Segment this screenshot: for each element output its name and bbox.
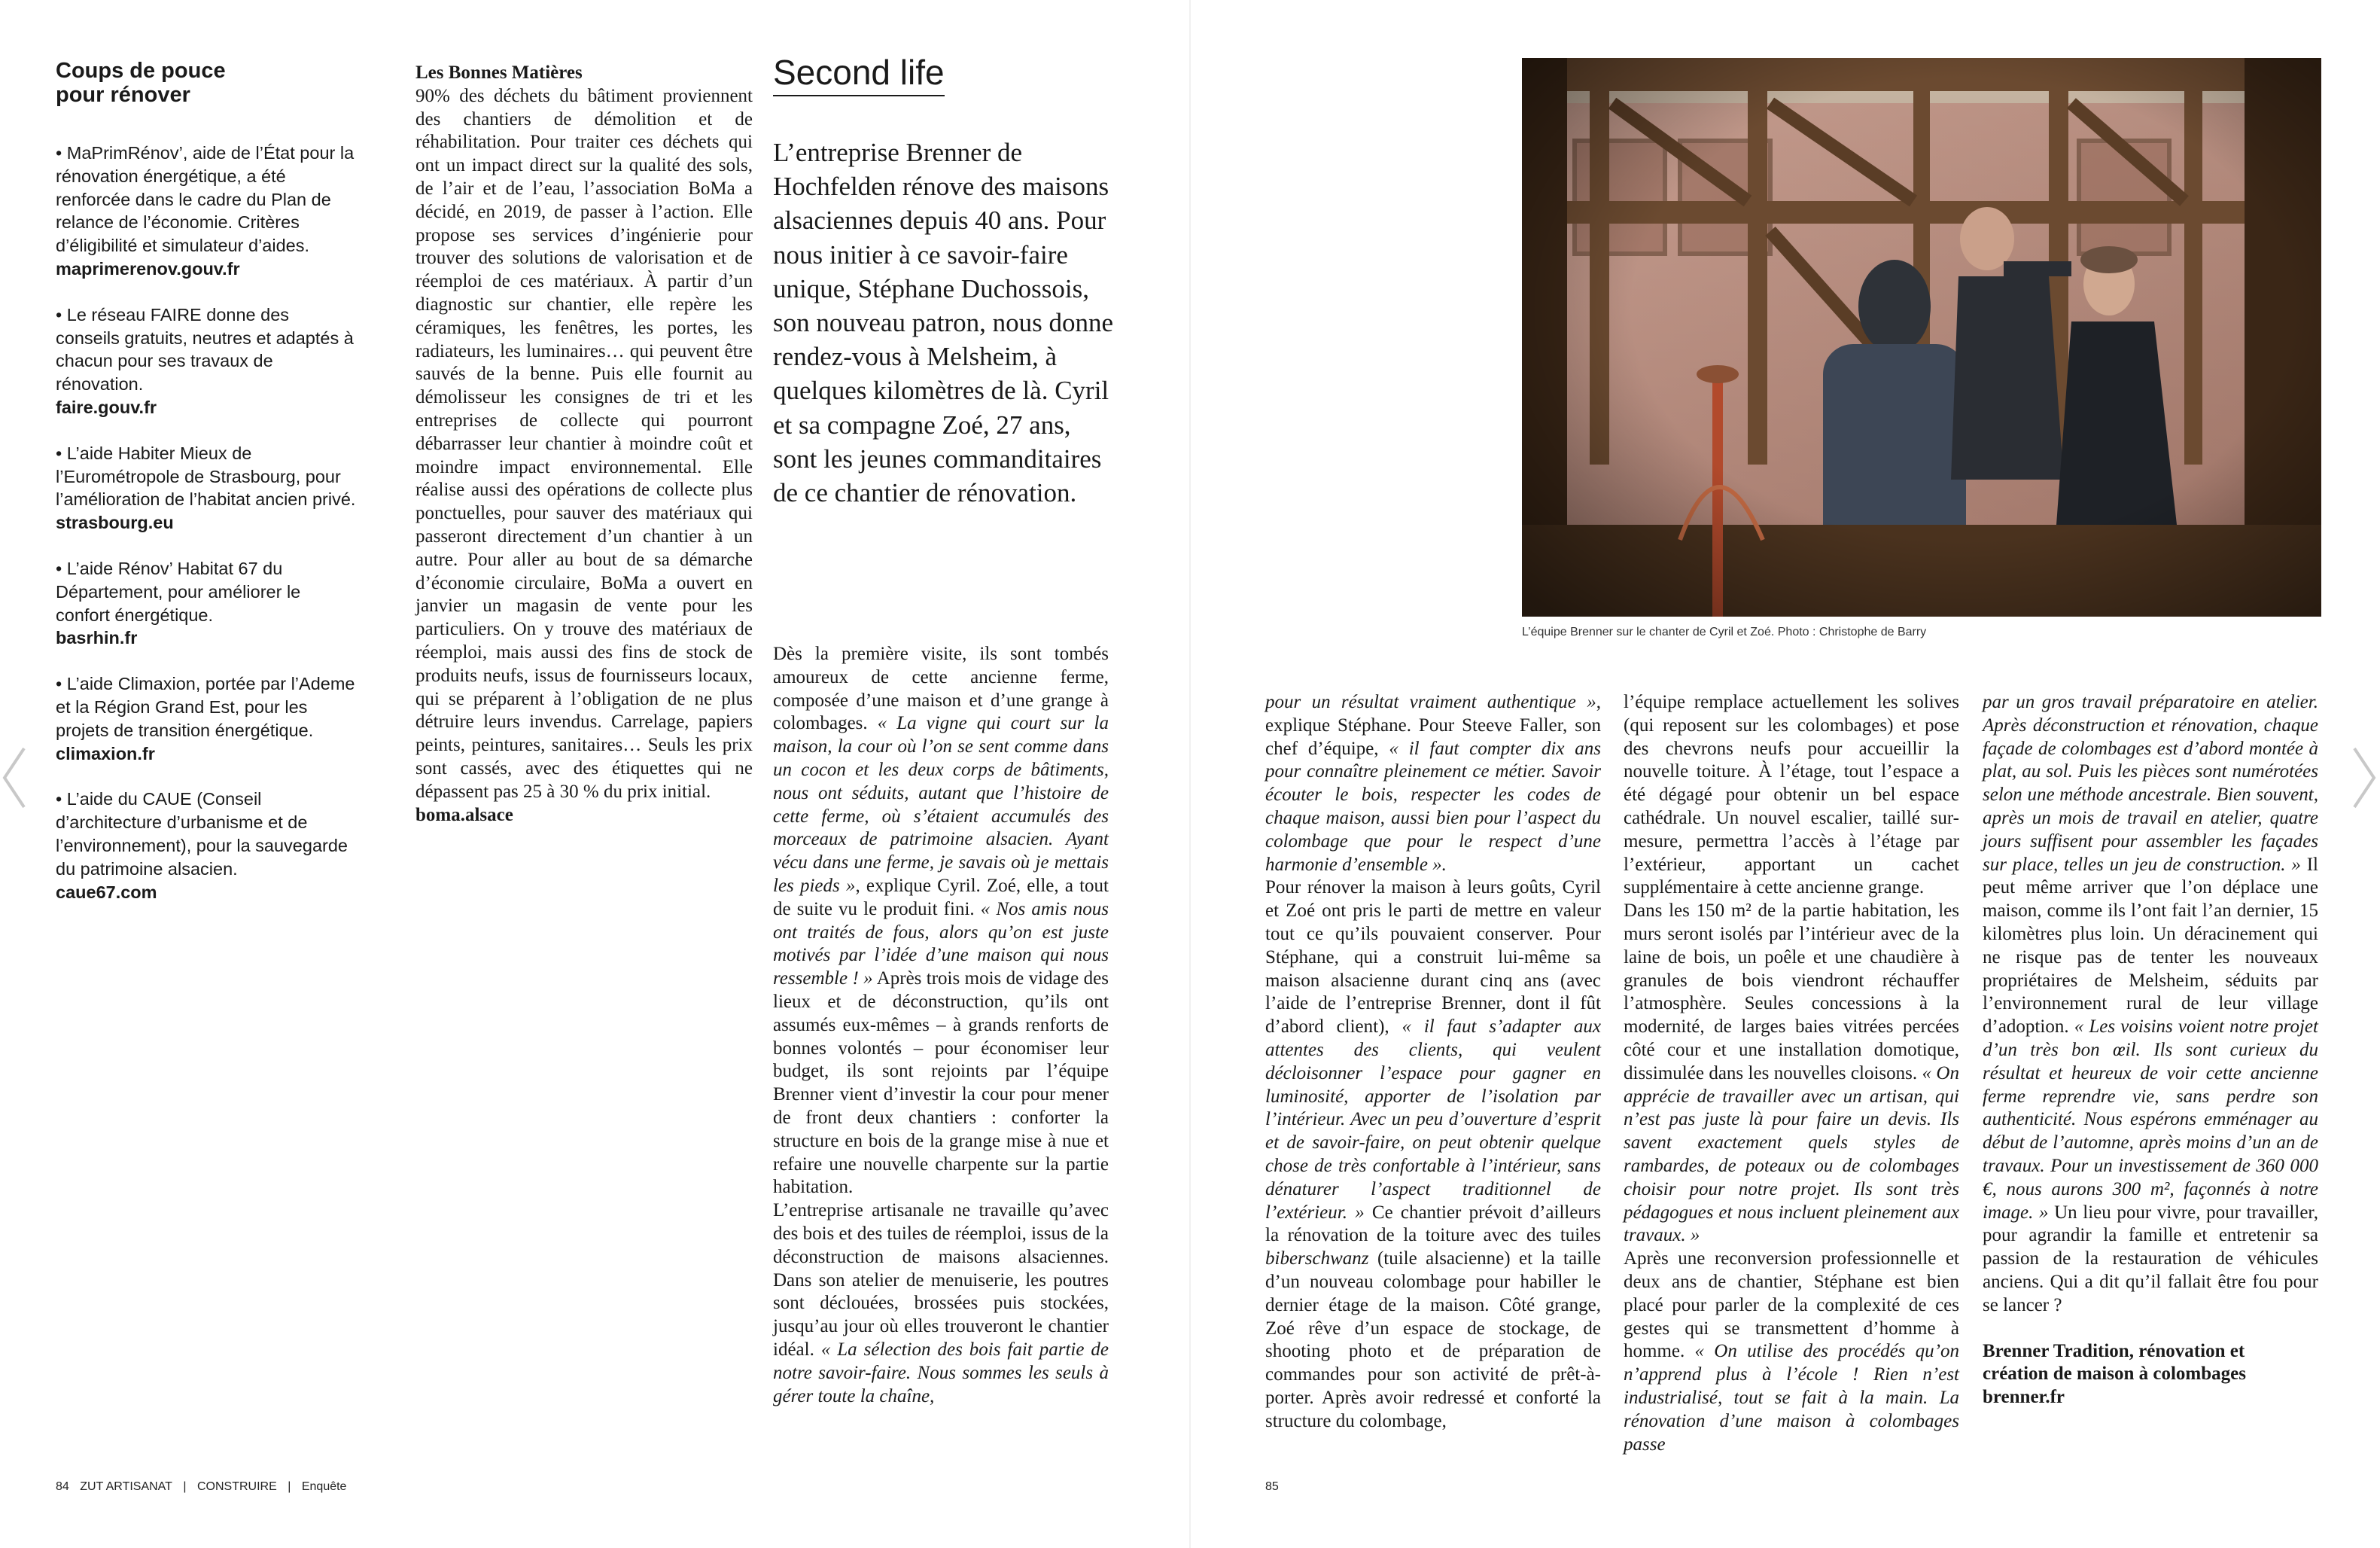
signature-url-link[interactable]: brenner.fr: [1983, 1387, 2065, 1408]
article-column-1: [773, 643, 1109, 1408]
column-4-text: [1983, 691, 2318, 1318]
signature-line2: création de maison à colombages: [1983, 1364, 2246, 1385]
text-run: Ce chantier prévoit d’ailleurs la rénovation de la toiture avec des tuiles: [1265, 1202, 1601, 1246]
tip-url-link[interactable]: maprimerenov.gouv.fr: [56, 258, 240, 279]
tip-text: • L’aide du CAUE (Conseil d’architecture d’urbanisme et de l’environnement), pour la sauvegarde du patrimoine alsacien.: [56, 789, 348, 879]
folio-separator-2: |: [288, 1480, 291, 1493]
article-column-4: [1983, 691, 2318, 1409]
page-number-right: 85: [1265, 1480, 1279, 1493]
section-name: CONSTRUIRE: [197, 1480, 277, 1493]
quote-run: « On apprécie de travailler avec un artisan, qui n’est pas juste là pour faire un devis. Ils savent exactement quels styles de rambardes, de poteaux ou de colombages choisir pour notre projet. Ils sont très pédagogues et nous incluent pleinement aux travaux. »: [1624, 1062, 1959, 1246]
tip-text: • L’aide Habiter Mieux de l’Eurométropole de Strasbourg, pour l’amélioration de l’habitat ancien privé.: [56, 443, 356, 510]
chevron-right-icon: [2350, 745, 2378, 810]
article-chapo: L’entreprise Brenner de Hochfelden rénove des maisons alsaciennes depuis 40 ans. Pour nous initier à ce savoir-faire unique, Stéphane Duchossois, son nouveau patron, nous donne rendez-vous à Melsheim, à quelques kilomètres de là. Cyril et sa compagne Zoé, 27 ans, sont les jeunes commanditaires de ce chantier de rénovation.: [773, 138, 1114, 508]
publication-name: ZUT ARTISANAT: [80, 1480, 172, 1493]
tip-url-link[interactable]: basrhin.fr: [56, 628, 138, 648]
tip-text: • Le réseau FAIRE donne des conseils gratuits, neutres et adaptés à chacun pour ses travaux de rénovation.: [56, 304, 354, 395]
tip-text: • L’aide Climaxion, portée par l’Ademe et la Région Grand Est, pour les projets de transition énergétique.: [56, 674, 355, 740]
photo-caption: L’équipe Brenner sur le chanter de Cyril et Zoé. Photo : Christophe de Barry: [1522, 626, 1927, 638]
column-3-text: [1624, 691, 1959, 1456]
quote-run: par un gros travail préparatoire en atelier. Après déconstruction et rénovation, chaque façade de colombages est d’abord montée à plat, au sol. Puis les pièces sont numérotées selon une méthode ancestrale. Bien souvent, après un mois de travail en atelier, quatre jours suffisent pour assembler les façades sur place, telles un jeu de construction. »: [1983, 692, 2318, 875]
chevron-left-icon: [0, 745, 29, 810]
sidebar-title-line2: pour rénover: [56, 83, 190, 107]
quote-run: « il faut s’adapter aux attentes des clients, qui veulent décloisonner l’espace pour gagner en luminosité, apporter de l’isolation par l’intérieur. Avec un peu d’ouverture d’esprit et de savoir-faire, on peut obtenir quelque chose de très confortable à l’intérieur, sans dénaturer l’aspect traditionnel de l’extérieur. »: [1265, 1016, 1601, 1223]
text-run: , explique Cyril. Zoé, elle, a tout de suite vu le produit fini.: [773, 875, 1109, 919]
tip-url-link[interactable]: caue67.com: [56, 882, 157, 902]
folio-right: [1265, 1479, 1286, 1495]
quote-run: « Les voisins voient notre projet d’un très bon œil. Ils sont curieux du résultat et heureux de voir cette ancienne ferme reprendre vie, sans perdre son authenticité. Nous espérons emménager au début de l’automne, après moins d’un an de travaux. Pour un investissement de 360 000 €, nous aurons 300 m², façonnés à notre image. »: [1983, 1016, 2318, 1223]
signature-line1: Brenner Tradition, rénovation et: [1983, 1340, 2245, 1361]
quote-run: pour un résultat vraiment authentique »: [1265, 692, 1596, 712]
quote-run: « La sélection des bois fait partie de notre savoir-faire. Nous sommes les seuls à gérer toute la chaîne,: [773, 1339, 1109, 1406]
tip-item: [56, 557, 357, 650]
text-run: Après trois mois de vidage des lieux et de déconstruction, qu’ils ont assumés eux-mêmes – à grands renforts de bonnes volontés – pour économiser leur budget, ils sont rejoints par l’équipe Brenner vient d’investir la cour pour mener de front deux chantiers : conforter la structure en bois de la grange mise à nue et refaire une nouvelle charpente sur la partie habitation.: [773, 968, 1109, 1198]
folio-left: [56, 1479, 354, 1495]
text-run: Il peut même arriver que l’on déplace une maison, comme ils l’ont fait l’an dernier, 15 kilomètres plus loin. Un déracinement qui ne risque pas de tenter les nouveaux propriétaires de Melsheim, séduits par l’environnement rural de leur village d’adoption.: [1983, 854, 2318, 1038]
text-run: Après une reconversion professionnelle et deux ans de chantier, Stéphane est bien placé pour parler de la complexité de ces gestes qui se transmettent d’homme à homme.: [1624, 1248, 1959, 1362]
tips-list: [56, 142, 357, 904]
text-run: Dès la première visite, ils sont tombés amoureux de cette ancienne ferme, composée d’une maison et d’une grange à colombages.: [773, 644, 1109, 734]
text-run: l’équipe remplace actuellement les solives (qui reposent sur les colombages) et pose des chevrons neufs pour accueillir la nouvelle toiture. À l’étage, tout l’espace a été dégagé pour obtenir un bel espace cathédrale. Un nouvel escalier, taillé sur-mesure, permettra l’accès à l’étage par l’extérieur, apportant un cachet supplémentaire à cette ancienne grange.: [1624, 692, 1959, 898]
tip-text: • MaPrimRénov’, aide de l’État pour la rénovation énergétique, a été renforcée dans le cadre du Plan de relance de l’économie. Critères d’éligibilité et simulateur d’aides.: [56, 143, 355, 256]
bonnes-matieres-box: [415, 62, 753, 827]
boma-heading: Les Bonnes Matières: [415, 62, 583, 83]
text-run: L’entreprise artisanale ne travaille qu’avec des bois et des tuiles de réemploi, issus de la déconstruction de maisons alsaciennes. Dans son atelier de menuiserie, les poutres sont déclouées, brossées puis stockées, jusqu’au jour où elles trouveront le chantier idéal.: [773, 1200, 1109, 1360]
tip-item: [56, 442, 357, 535]
sidebar-title-line1: Coups de pouce: [56, 59, 226, 83]
page-number-left: 84: [56, 1480, 69, 1493]
text-run: (tuile alsacienne) et la taille d’un nouveau colombage pour habiller le dernier étage de la maison. Côté grange, Zoé rêve d’un espace de stockage, de shooting photo et de préparation de commandes pour son activité de prêt-à-porter. Après avoir redressé et conforté la structure du colombage,: [1265, 1248, 1601, 1431]
tip-item: [56, 303, 357, 419]
next-page-button[interactable]: [2350, 745, 2378, 810]
text-run: Pour rénover la maison à leurs goûts, Cyril et Zoé ont pris le parti de mettre en valeur tout ce qu’ils pouvaient conserver. Pour Stéphane, qui a construit lui-même sa maison alsacienne durant cinq ans (avec l’aide de l’entreprise Brenner, dont il fût d’abord client),: [1265, 877, 1601, 1038]
boma-body: 90% des déchets du bâtiment proviennent des chantiers de démolition et de réhabilitation. Pour traiter ces déchets qui ont un impact direct sur la qualité des sols, de l’air et de l’eau, l’association BoMa a décidé, en 2019, de passer à l’action. Elle propose ses services d’ingénierie pour trouver des solutions de valorisation et de réemploi de ces matériaux. À partir d’un diagnostic sur chantier, elle repère les céramiques, les fenêtres, les portes, les radiateurs, les luminaires… qui peuvent être sauvés de la benne. Puis elle fournit au démolisseur les consignes de tri et les entreprises de collecte qui pourront débarrasser leur chantier à moindre coût et moindre impact environnemental. Elle réalise aussi des opérations de collecte plus ponctuelles, pour sauver des matériaux qui passeront directement d’un chantier à un autre. Pour aller au bout de sa démarche d’économie circulaire, BoMa a ouvert en janvier un magasin de vente pour les particuliers. On y trouve des matériaux de réemploi, mais aussi des fins de stock de produits neufs, issus de fournisseurs locaux, qui se préparent à l’obligation de ne plus détruire leurs invendus. Carrelage, papiers peints, peintures, sanitaires… Seuls les prix sont cassés, avec des étiquettes qui ne dépassent pas 25 à 30 % du prix initial.: [415, 85, 753, 802]
quote-run: biberschwanz: [1265, 1248, 1369, 1269]
previous-page-button[interactable]: [0, 745, 29, 810]
tip-url-link[interactable]: strasbourg.eu: [56, 513, 174, 533]
tip-item: [56, 672, 357, 765]
column-1-text: [773, 643, 1109, 1408]
tip-item: [56, 142, 357, 281]
quote-run: « il faut compter dix ans pour connaître pleinement ce métier. Savoir écouter le bois, respecter les codes de chaque maison, aussi bien pour l’aspect du colombage que pour le respect d’une harmonie d’ensemble ».: [1265, 738, 1601, 875]
text-run: Un lieu pour vivre, pour travailler, pour agrandir la famille et entretenir sa passion de la restauration de véhicules anciens. Qui a dit qu’il fallait être fou pour se lancer ?: [1983, 1202, 2319, 1315]
folio-separator-1: |: [183, 1480, 187, 1493]
tip-text: • L’aide Rénov’ Habitat 67 du Département, pour améliorer le confort énergétique.: [56, 558, 301, 625]
page-gutter: [1189, 0, 1191, 1548]
rubric-name: Enquête: [301, 1480, 347, 1493]
boma-url-link[interactable]: boma.alsace: [415, 804, 513, 825]
quote-run: « La vigne qui court sur la maison, la cour où l’on se sent comme dans un cocon et les deux corps de bâtiments, nous ont séduits, autant que l’histoire de cette ferme, où s’étaient accumulés des morceaux de patrimoine alsacien. Ayant vécu dans une ferme, je savais où je mettais les pieds »: [773, 713, 1109, 896]
tip-url-link[interactable]: climaxion.fr: [56, 743, 155, 763]
article-title: Second life: [773, 51, 945, 96]
tip-item: [56, 788, 357, 904]
timber-frame-photo-image: [1522, 58, 2321, 617]
quote-run: « Nos amis nous ont traités de fous, alors qu’on est juste motivés par l’idée d’une maison qui nous ressemble ! »: [773, 898, 1109, 989]
article-column-2: [1265, 691, 1601, 1434]
text-run: Dans les 150 m² de la partie habitation, les murs seront isolés par l’intérieur avec de la laine de bois, un poêle et une chaudière à granules de bois viendront réchauffer l’atmosphère. Seules concessions à la modernité, de larges baies vitrées percées côté cour et une installation domotique, dissimulée dans les nouvelles cloisons.: [1624, 900, 1959, 1083]
article-photo: [1522, 58, 2321, 617]
tip-url-link[interactable]: faire.gouv.fr: [56, 397, 157, 417]
text-run: , explique Stéphane. Pour Steeve Faller, son chef d’équipe,: [1265, 692, 1601, 759]
quote-run: « On utilise des procédés qu’on n’apprend plus à l’école ! Rien n’est industrialisé, tout se fait à la main. La rénovation d’une maison à colombages passe: [1624, 1341, 1959, 1455]
article-column-3: [1624, 691, 1959, 1456]
article-signature: [1983, 1340, 2318, 1409]
column-2-text: [1265, 691, 1601, 1434]
renovation-tips-sidebar: [56, 59, 357, 926]
sidebar-title: [56, 59, 357, 107]
